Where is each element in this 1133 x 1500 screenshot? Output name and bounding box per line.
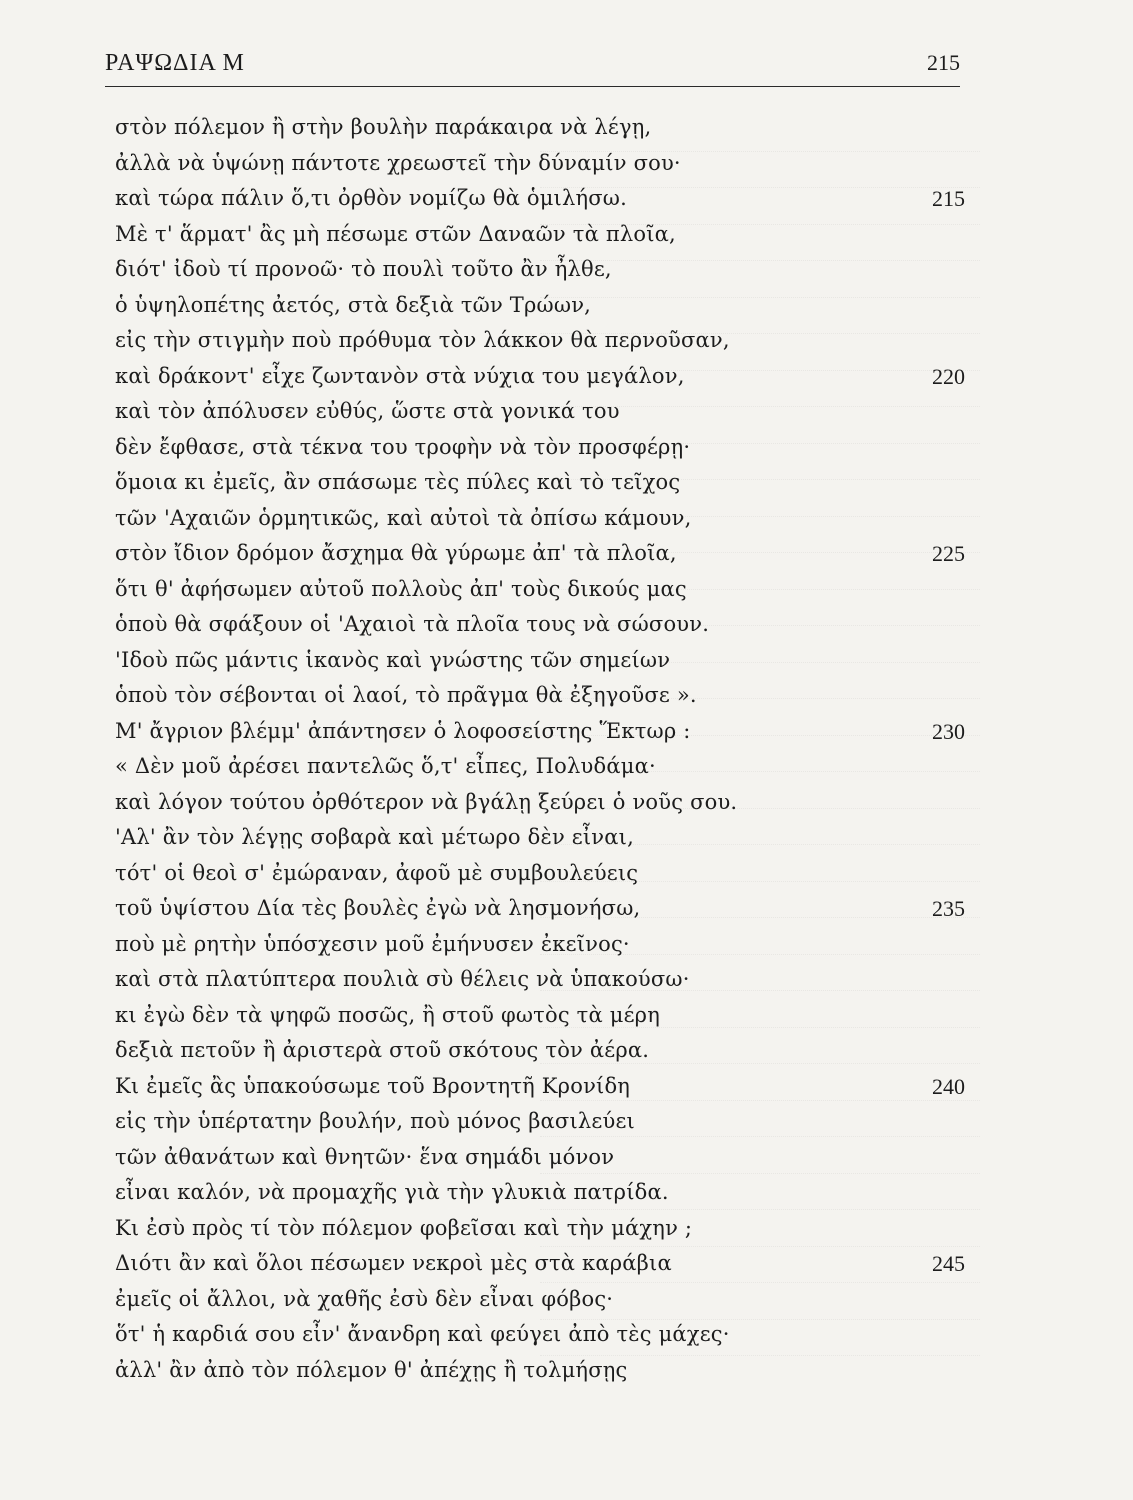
verse-line (115, 1069, 965, 1105)
verse-line (115, 714, 965, 750)
verse-line (115, 323, 965, 359)
verse-line (115, 1282, 965, 1318)
verse-text: ὅτι θ' ἀφήσωμεν αὐτοῦ πολλοὺς ἀπ' τοὺς δικούς μας (115, 576, 687, 601)
verse-line (115, 785, 965, 821)
verse-number: 225 (932, 541, 965, 566)
verse-line (115, 607, 965, 643)
verse-text: ἀλλὰ νὰ ὑψώνῃ πάντοτε χρεωστεῖ τὴν δύναμίν σου· (115, 150, 681, 175)
verse-list (115, 110, 965, 1388)
verse-text: ποὺ μὲ ρητὴν ὑπόσχεσιν μοῦ ἐμήνυσεν ἐκεῖνος· (115, 931, 630, 956)
verse-line (115, 927, 965, 963)
verse-line (115, 465, 965, 501)
verse-text: στὸν πόλεμον ἢ στὴν βουλὴν παράκαιρα νὰ λέγῃ, (115, 115, 652, 139)
verse-text: εἰς τὴν στιγμὴν ποὺ πρόθυμα τὸν λάκκον θὰ περνοῦσαν, (115, 328, 730, 352)
verse-text: δεξιὰ πετοῦν ἢ ἀριστερὰ στοῦ σκότους τὸν ἀέρα. (115, 1038, 650, 1062)
verse-line (115, 962, 965, 998)
verse-text: καὶ δράκοντ' εἶχε ζωντανὸν στὰ νύχια του μεγάλον, (115, 363, 685, 388)
verse-number: 230 (932, 718, 965, 744)
verse-text: στὸν ἴδιον δρόμον ἄσχημα θὰ γύρωμε ἀπ' τὰ πλοῖα, (115, 541, 677, 565)
verse-line (115, 1140, 965, 1176)
verse-text: ὅμοια κι ἐμεῖς, ἂν σπάσωμε τὲς πύλες καὶ τὸ τεῖχος (115, 470, 681, 494)
verse-line (115, 1353, 965, 1389)
verse-line (115, 1033, 965, 1069)
verse-line (115, 820, 965, 856)
verse-text: ὁποὺ τὸν σέβονται οἱ λαοί, τὸ πρᾶγμα θὰ ἐξηγοῦσε ». (115, 683, 697, 707)
verse-number: 215 (932, 186, 965, 211)
verse-line (115, 288, 965, 324)
verse-line (115, 643, 965, 679)
verse-line (115, 1211, 965, 1247)
verse-text: ἐμεῖς οἱ ἄλλοι, νὰ χαθῆς ἐσὺ δὲν εἶναι φόβος· (115, 1286, 614, 1311)
verse-text: τῶν ἀθανάτων καὶ θνητῶν· ἕνα σημάδι μόνον (115, 1144, 615, 1169)
running-head: ΡΑΨΩΔΙΑ Μ (105, 50, 245, 76)
verse-text: τῶν 'Αχαιῶν ὁρμητικῶς, καὶ αὐτοὶ τὰ ὀπίσω κάμουν, (115, 505, 692, 530)
verse-text: Κι ἐσὺ πρὸς τί τὸν πόλεμον φοβεῖσαι καὶ τὴν μάχην ; (115, 1215, 693, 1240)
verse-text: τότ' οἱ θεοὶ σ' ἐμώραναν, ἀφοῦ μὲ συμβουλεύεις (115, 860, 639, 885)
verse-text: Μὲ τ' ἅρματ' ἂς μὴ πέσωμε στῶν Δαναῶν τὰ πλοῖα, (115, 221, 676, 246)
verse-number: 240 (932, 1073, 965, 1099)
verse-line (115, 749, 965, 785)
verse-line (115, 181, 965, 217)
page-number: 215 (927, 50, 960, 75)
verse-line (115, 110, 965, 146)
verse-text: εἰς τὴν ὑπέρτατην βουλήν, ποὺ μόνος βασιλεύει (115, 1109, 635, 1133)
verse-text: ἀλλ' ἂν ἀπὸ τὸν πόλεμον θ' ἀπέχῃς ἢ τολμήσῃς (115, 1357, 628, 1382)
verse-text: 'Ιδοὺ πῶς μάντις ἱκανὸς καὶ γνώστης τῶν σημείων (115, 647, 671, 672)
verse-line (115, 536, 965, 572)
verse-line (115, 1317, 965, 1353)
verse-text: 'Αλ' ἂν τὸν λέγῃς σοβαρὰ καὶ μέτωρο δὲν εἶναι, (115, 825, 634, 849)
verse-number: 235 (932, 896, 965, 921)
verse-text: κι ἐγὼ δὲν τὰ ψηφῶ ποσῶς, ἢ στοῦ φωτὸς τὰ μέρη (115, 1002, 660, 1027)
verse-line (115, 891, 965, 927)
verse-number: 245 (932, 1251, 965, 1276)
verse-text: ὁ ὑψηλοπέτης ἀετός, στὰ δεξιὰ τῶν Τρώων, (115, 292, 592, 317)
verse-text: Μ' ἄγριον βλέμμ' ἀπάντησεν ὁ λοφοσείστης Ἕκτωρ : (115, 718, 691, 743)
verse-line (115, 359, 965, 395)
verse-text: καὶ τὸν ἀπόλυσεν εὐθύς, ὥστε στὰ γονικά του (115, 399, 620, 423)
verse-line (115, 1175, 965, 1211)
verse-text: Διότι ἂν καὶ ὅλοι πέσωμεν νεκροὶ μὲς στὰ καράβια (115, 1251, 672, 1275)
verse-line (115, 217, 965, 253)
verse-line (115, 678, 965, 714)
header-rule (105, 86, 960, 87)
verse-text: δὲν ἔφθασε, στὰ τέκνα του τροφὴν νὰ τὸν προσφέρῃ· (115, 434, 691, 459)
verse-text: καὶ στὰ πλατύπτερα πουλιὰ σὺ θέλεις νὰ ὑπακούσω· (115, 967, 690, 991)
verse-text: τοῦ ὑψίστου Δία τὲς βουλὲς ἐγὼ νὰ λησμονήσω, (115, 896, 641, 920)
verse-line (115, 572, 965, 608)
verse-text: Κι ἐμεῖς ἂς ὑπακούσωμε τοῦ Βροντητῆ Κρονίδη (115, 1073, 631, 1098)
verse-text: εἶναι καλόν, νὰ προμαχῆς γιὰ τὴν γλυκιὰ πατρίδα. (115, 1180, 669, 1204)
page-header (105, 44, 960, 84)
verse-line (115, 1104, 965, 1140)
verse-line (115, 1246, 965, 1282)
verse-text: καὶ τώρα πάλιν ὅ,τι ὀρθὸν νομίζω θὰ ὁμιλήσω. (115, 186, 628, 210)
verse-text: καὶ λόγον τούτου ὀρθότερον νὰ βγάλῃ ξεύρει ὁ νοῦς σου. (115, 789, 738, 814)
verse-line (115, 501, 965, 537)
verse-line (115, 998, 965, 1034)
verse-line (115, 146, 965, 182)
verse-line (115, 394, 965, 430)
verse-line (115, 252, 965, 288)
verse-text: διότ' ἰδοὺ τί προνοῶ· τὸ πουλὶ τοῦτο ἂν ἦλθε, (115, 257, 612, 281)
verse-text: ὁποὺ θὰ σφάξουν οἱ 'Αχαιοὶ τὰ πλοῖα τους νὰ σώσουν. (115, 612, 710, 636)
verse-text: « Δὲν μοῦ ἀρέσει παντελῶς ὅ,τ' εἶπες, Πολυδάμα· (115, 754, 656, 778)
verse-line (115, 856, 965, 892)
verse-number: 220 (932, 363, 965, 389)
verse-line (115, 430, 965, 466)
verse-text: ὅτ' ἡ καρδιά σου εἶν' ἄνανδρη καὶ φεύγει ἀπὸ τὲς μάχες· (115, 1322, 730, 1346)
